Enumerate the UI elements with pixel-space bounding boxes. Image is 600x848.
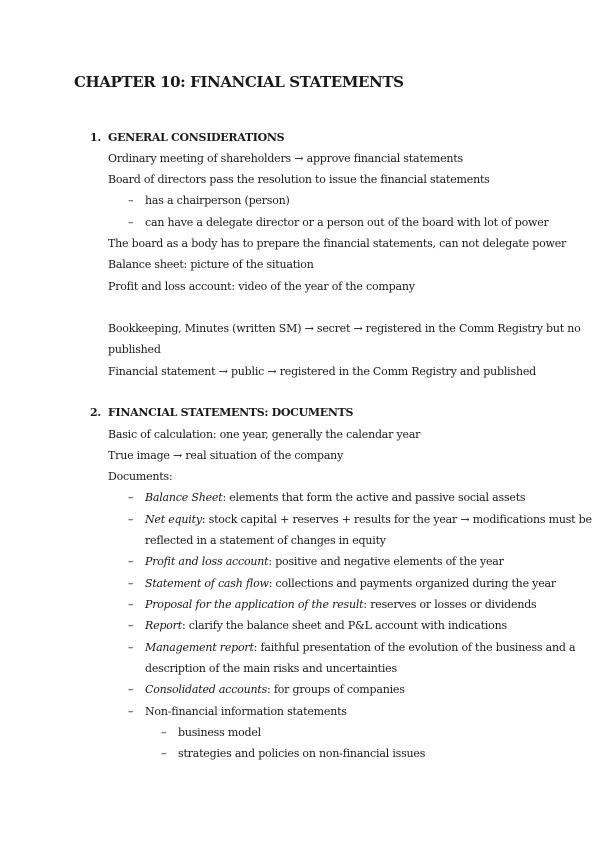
document-term: Consolidated accounts: [145, 683, 268, 696]
dash-marker: –: [161, 747, 167, 760]
text-line: The board as a body has to prepare the financial statements, can not delegate power: [108, 237, 567, 250]
document-desc: Non-financial information statements: [145, 705, 347, 718]
section-2-title: FINANCIAL STATEMENTS: DOCUMENTS: [108, 406, 354, 419]
text-line: Bookkeeping, Minutes (written SM) → secret → registered in the Comm Registry but no: [108, 322, 581, 335]
document-item: [128, 491, 525, 505]
document-desc-continued: reflected in a statement of changes in equity: [145, 534, 386, 547]
text-line: Board of directors pass the resolution to issue the financial statements: [108, 173, 490, 186]
sub-list-item: [161, 726, 261, 740]
sub-list-item-text: strategies and policies on non-financial issues: [178, 747, 426, 760]
document-desc: : collections and payments organized during the year: [268, 577, 556, 590]
document-desc-continued: description of the main risks and uncertainties: [145, 662, 397, 675]
document-item: [128, 577, 556, 591]
section-1-title: GENERAL CONSIDERATIONS: [108, 131, 285, 144]
text-line: Documents:: [108, 470, 173, 483]
text-line: Profit and loss account: video of the year of the company: [108, 280, 415, 293]
document-item: [128, 598, 537, 612]
document-term: Management report: [145, 641, 254, 654]
document-term: Profit and loss account: [145, 555, 269, 568]
text-line: Financial statement → public → registered in the Comm Registry and published: [108, 365, 536, 378]
document-item: [128, 555, 504, 569]
list-item-text: can have a delegate director or a person out of the board with lot of power: [145, 216, 549, 229]
sub-list-item: [161, 747, 425, 761]
document-desc: : elements that form the active and passive social assets: [222, 491, 526, 504]
document-desc: : positive and negative elements of the year: [268, 555, 504, 568]
dash-marker: –: [128, 194, 134, 207]
text-line: True image → real situation of the company: [108, 449, 344, 462]
text-line: Balance sheet: picture of the situation: [108, 258, 314, 271]
dash-marker: –: [128, 216, 134, 229]
dash-marker: –: [128, 513, 134, 526]
dash-marker: –: [128, 555, 134, 568]
document-desc: : stock capital + reserves + results for the year → modifications must be: [201, 513, 592, 526]
document-item: [128, 619, 507, 633]
dash-marker: –: [128, 619, 134, 632]
document-desc: : clarify the balance sheet and P&L account with indications: [181, 619, 507, 632]
dash-marker: –: [128, 705, 134, 718]
document-item: [128, 705, 347, 719]
list-item: [128, 194, 290, 208]
document-term: Net equity: [145, 513, 202, 526]
list-item: [128, 216, 549, 230]
document-term: Proposal for the application of the result: [145, 598, 364, 611]
list-item-text: has a chairperson (person): [145, 194, 290, 207]
document-term: Report: [145, 619, 182, 632]
sub-list-item-text: business model: [178, 726, 261, 739]
chapter-title: CHAPTER 10: FINANCIAL STATEMENTS: [74, 73, 404, 91]
section-2-heading: [90, 406, 353, 419]
dash-marker: –: [128, 598, 134, 611]
dash-marker: –: [128, 683, 134, 696]
dash-marker: –: [128, 641, 134, 654]
text-line: Basic of calculation: one year, generally the calendar year: [108, 428, 421, 441]
document-term: Statement of cash flow: [145, 577, 269, 590]
dash-marker: –: [161, 726, 167, 739]
section-1-number: 1.: [90, 131, 101, 144]
document-desc: : reserves or losses or dividends: [363, 598, 537, 611]
document-term: Balance Sheet: [145, 491, 223, 504]
text-line: Ordinary meeting of shareholders → approve financial statements: [108, 152, 463, 165]
section-2-number: 2.: [90, 406, 101, 419]
document-item: [128, 513, 592, 527]
dash-marker: –: [128, 577, 134, 590]
document-item: [128, 683, 405, 697]
text-line: published: [108, 343, 161, 356]
document-desc: : faithful presentation of the evolution of the business and a: [253, 641, 576, 654]
dash-marker: –: [128, 491, 134, 504]
document-item: [128, 641, 575, 655]
section-1-heading: [90, 131, 284, 144]
document-desc: : for groups of companies: [267, 683, 405, 696]
